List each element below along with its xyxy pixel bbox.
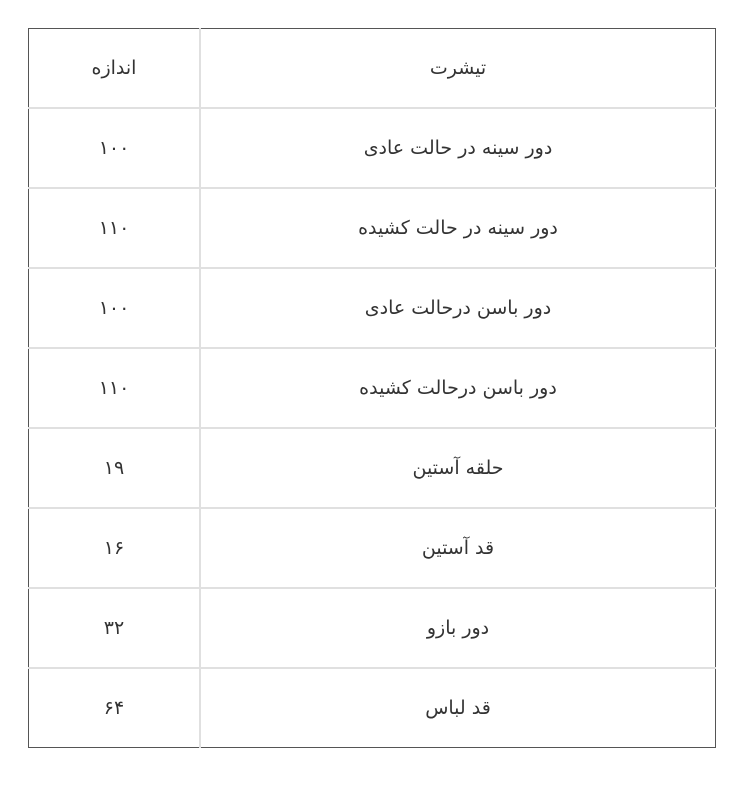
item-cell: دور باسن درحالت عادی (200, 268, 716, 348)
size-cell: ۳۲ (29, 588, 201, 668)
table-row (29, 508, 716, 588)
item-cell: دور سینه در حالت عادی (200, 108, 716, 188)
table-row (29, 188, 716, 268)
size-cell: ۱۱۰ (29, 348, 201, 428)
size-chart-table (28, 28, 716, 748)
size-cell: ۱۰۰ (29, 268, 201, 348)
size-cell: ۱۶ (29, 508, 201, 588)
table-header-row (29, 29, 716, 109)
table-row (29, 348, 716, 428)
header-item-cell: تیشرت (200, 29, 716, 109)
table-row (29, 428, 716, 508)
table-row (29, 668, 716, 748)
table-row (29, 588, 716, 668)
item-cell: قد آستین (200, 508, 716, 588)
table-row (29, 268, 716, 348)
size-cell: ۶۴ (29, 668, 201, 748)
header-size-cell: اندازه (29, 29, 201, 109)
item-cell: قد لباس (200, 668, 716, 748)
item-cell: دور سینه در حالت کشیده (200, 188, 716, 268)
item-cell: دور باسن درحالت کشیده (200, 348, 716, 428)
table-row (29, 108, 716, 188)
item-cell: دور بازو (200, 588, 716, 668)
item-cell: حلقه آستین (200, 428, 716, 508)
size-cell: ۱۱۰ (29, 188, 201, 268)
size-cell: ۱۰۰ (29, 108, 201, 188)
size-cell: ۱۹ (29, 428, 201, 508)
